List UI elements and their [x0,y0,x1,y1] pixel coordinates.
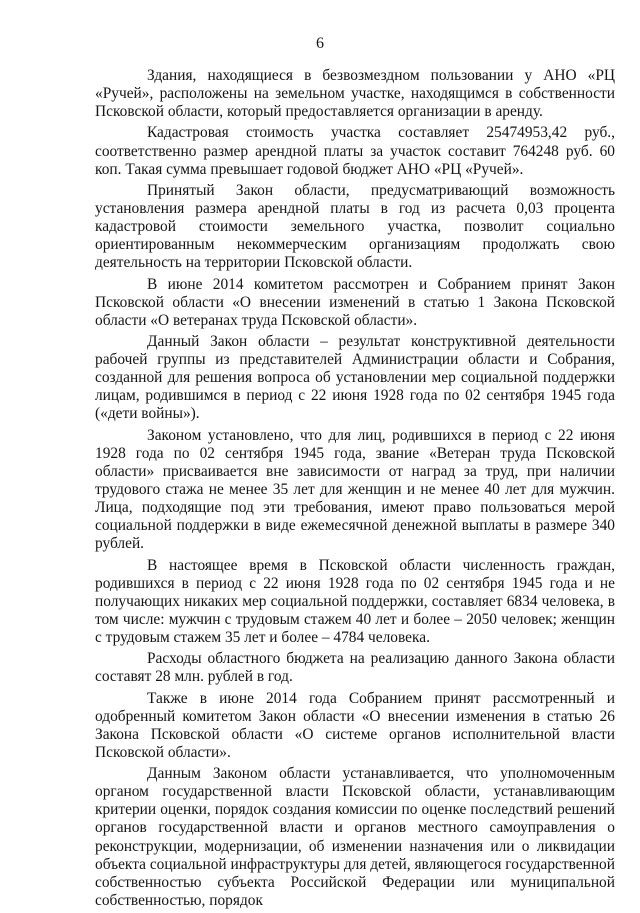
paragraph-5: Данный Закон области – результат конструктивной деятельности рабочей группы из представителей Администрации области и Собрания, созданной для решения вопроса об установлении мер социальной поддержки лицам, родившимся в период с 22 июня 1928 года по 02 сентября 1945 года («дети войны»). [95,333,615,423]
paragraph-10: Данным Законом области устанавливается, что уполномоченным органом государственной власти Псковской области, устанавливающим критерии оценки, порядок создания комиссии по оценке последствий решений органов государственной власти и органов местного самоуправления о реконструкции, модернизации, об изменении назначения или о ликвидации объекта социальной инфраструктуры для детей, являющегося государственной собственностью субъекта Российской Федерации или муниципальной собственностью, порядок [95,765,615,909]
paragraph-7: В настоящее время в Псковской области численность граждан, родившихся в период с 22 июня 1928 года по 02 сентября 1945 года и не получающих никаких мер социальной поддержки, составляет 6834 человека, в том числе: мужчин с трудовым стажем 40 лет и более – 2050 человек; женщин с трудовым стажем 35 лет и более – 4784 человека. [95,556,615,646]
page-number: 6 [316,35,324,52]
paragraph-9: Также в июне 2014 года Собранием принят рассмотренный и одобренный комитетом Закон области «О внесении изменения в статью 26 Закона Псковской области «О системе органов исполнительной власти Псковской области». [95,689,615,761]
paragraph-1: Здания, находящиеся в безвозмездном пользовании у АНО «РЦ «Ручей», расположены на земельном участке, находящимся в собственности Псковской области, который предоставляется организации в аренду. [95,67,615,121]
paragraph-4: В июне 2014 комитетом рассмотрен и Собранием принят Закон Псковской области «О внесении изменений в статью 1 Закона Псковской области «О ветеранах труда Псковской области». [95,275,615,329]
paragraph-6: Законом установлено, что для лиц, родившихся в период с 22 июня 1928 года по 02 сентября 1945 года, звание «Ветеран труда Псковской области» присваивается вне зависимости от наград за труд, при наличии трудового стажа не менее 35 лет для женщин и не менее 40 лет для мужчин. Лица, подходящие под эти требования, имеют право пользоваться мерой социальной поддержки в виде ежемесячной денежной выплаты в размере 340 рублей. [95,426,615,553]
paragraph-2: Кадастровая стоимость участка составляет 25474953,42 руб., соответственно размер арендной платы за участок составит 764248 руб. 60 коп. Такая сумма превышает годовой бюджет АНО «РЦ «Ручей». [95,124,615,178]
paragraph-3: Принятый Закон области, предусматривающий возможность установления размера арендной платы в год из расчета 0,03 процента кадастровой стоимости земельного участка, позволит социально ориентированным некоммерческим организациям продолжать свою деятельность на территории Псковской области. [95,181,615,272]
paragraph-8: Расходы областного бюджета на реализацию данного Закона области составят 28 млн. рублей в год. [95,650,615,686]
document-body [95,67,615,913]
